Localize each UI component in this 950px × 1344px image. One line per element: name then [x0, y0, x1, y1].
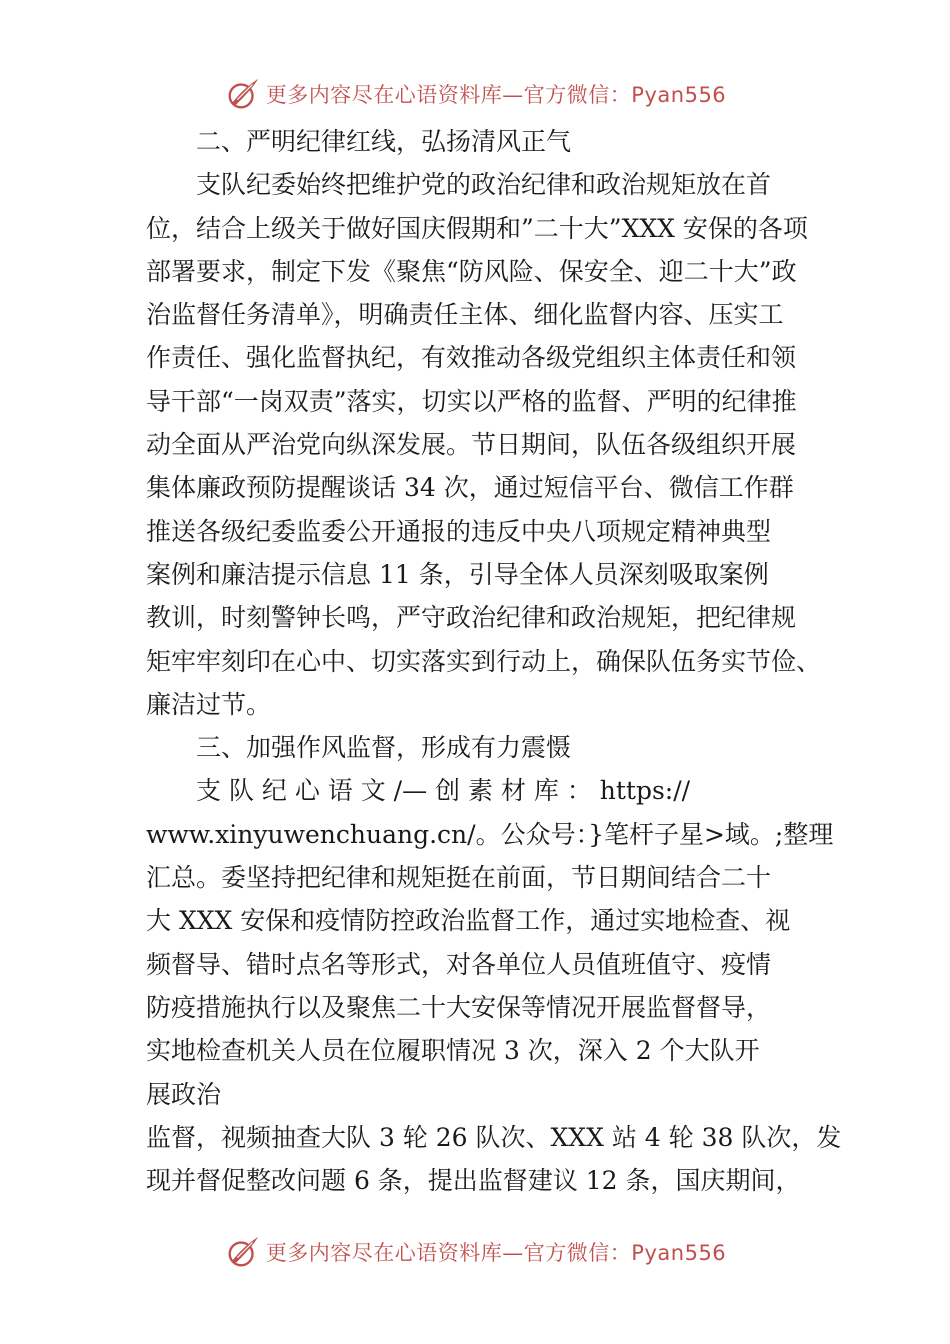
paragraph-line: 动全面从严治党向纵深发展。节日期间，队伍各级组织开展	[146, 430, 797, 460]
paragraph-line: 作责任、强化监督执纪，有效推动各级党组织主体责任和领	[146, 343, 797, 373]
quill-seal-icon	[224, 1233, 262, 1271]
section-heading-3: 三、加强作风监督，形成有力震慑	[196, 733, 572, 763]
paragraph-line: 矩牢牢刻印在心中、切实落实到行动上，确保队伍务实节俭、	[146, 646, 822, 676]
header-watermark	[0, 74, 950, 114]
paragraph-line: www.xinyuwenchuang.cn/。公众号：}笔杆子星>域。;整理	[146, 819, 834, 849]
paragraph-line: 大 XXX 安保和疫情防控政治监督工作，通过实地检查、视	[146, 906, 791, 936]
footer-watermark	[0, 1232, 950, 1272]
quill-seal-icon	[224, 75, 262, 113]
paragraph-line: 防疫措施执行以及聚焦二十大安保等情况开展监督督导，	[146, 992, 772, 1022]
paragraph-line: 展政治	[146, 1079, 222, 1109]
paragraph-line: 实地检查机关人员在位履职情况 3 次，深入 2 个大队开	[146, 1036, 760, 1066]
paragraph-line: 教训，时刻警钟长鸣，严守政治纪律和政治规矩，把纪律规	[146, 603, 797, 633]
paragraph-line: 监督，视频抽查大队 3 轮 26 队次、XXX 站 4 轮 38 队次，发	[146, 1122, 842, 1152]
paragraph-line: 位，结合上级关于做好国庆假期和”二十大”XXX 安保的各项	[146, 213, 808, 243]
watermark-text: 更多内容尽在心语资料库—官方微信：Pyan556	[265, 83, 727, 107]
paragraph-line: 治监督任务清单》，明确责任主体、细化监督内容、压实工	[146, 300, 784, 330]
paragraph-line: 导干部“一岗双责”落实，切实以严格的监督、严明的纪律推	[146, 386, 797, 416]
paragraph-line: 推送各级纪委监委公开通报的违反中央八项规定精神典型	[146, 516, 772, 546]
watermark-text: 更多内容尽在心语资料库—官方微信：Pyan556	[265, 1241, 727, 1265]
section-heading-2: 二、严明纪律红线，弘扬清风正气	[196, 127, 572, 156]
paragraph-line: 集体廉政预防提醒谈话 34 次，通过短信平台、微信工作群	[146, 473, 794, 503]
paragraph-line: 现并督促整改问题 6 条，提出监督建议 12 条，国庆期间，	[146, 1166, 801, 1196]
paragraph-line: 频督导、错时点名等形式，对各单位人员值班值守、疫情	[146, 949, 772, 979]
paragraph-line: 支队纪委始终把维护党的政治纪律和政治规矩放在首	[196, 170, 772, 200]
document-body	[146, 120, 842, 1202]
paragraph-line: 汇总。委坚持把纪律和规矩挺在前面，节日期间结合二十	[146, 863, 772, 893]
paragraph-line: 案例和廉洁提示信息 11 条，引导全体人员深刻吸取案例	[146, 559, 769, 589]
paragraph-line: 部署要求，制定下发《聚焦“防风险、保安全、迎二十大”政	[146, 256, 797, 286]
paragraph-line: 廉洁过节。	[146, 689, 272, 719]
paragraph-line: 支 队 纪 心 语 文 /— 创 素 材 库 ： https://	[196, 776, 691, 806]
